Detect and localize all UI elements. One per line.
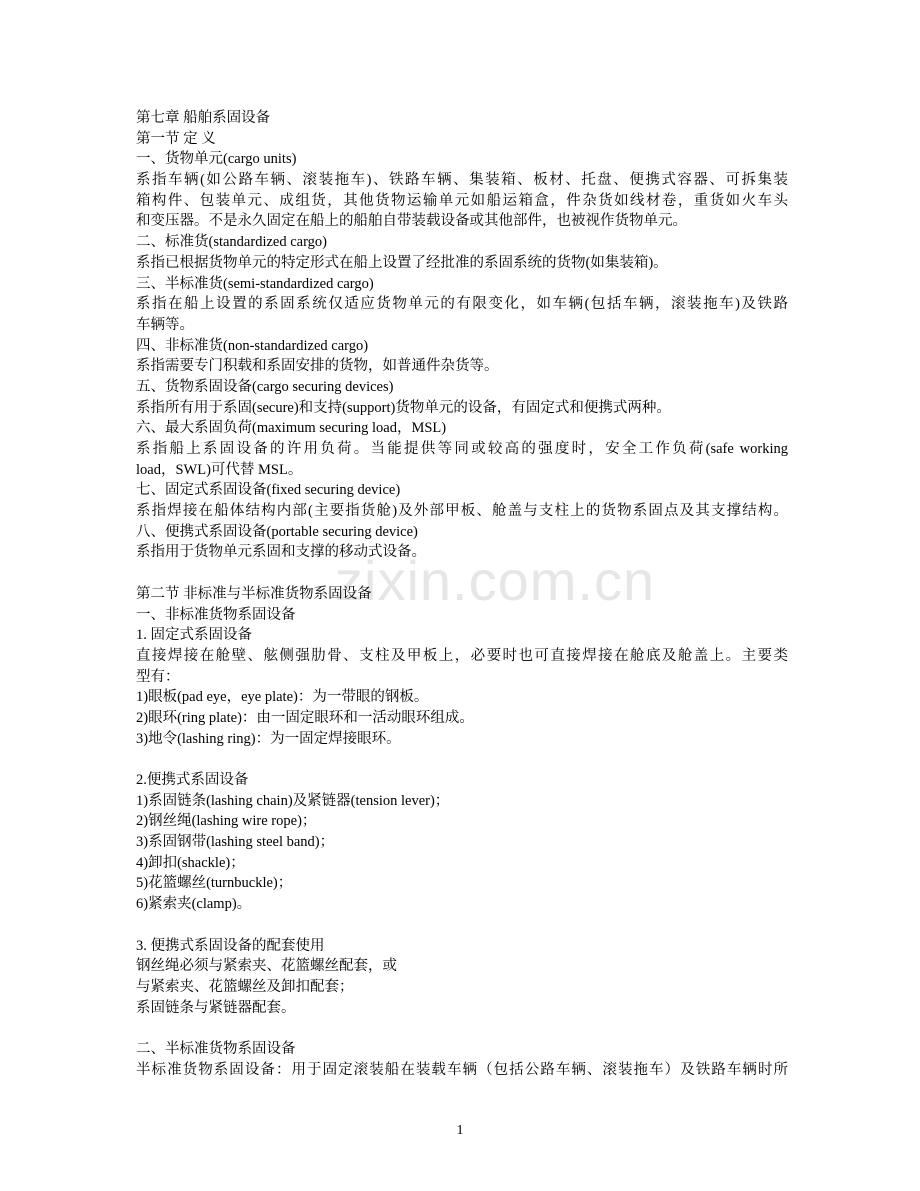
paragraph-line: 半标准货物系固设备：用于固定滚装船在装载车辆（包括公路车辆、滚装拖车）及铁路车辆时所 [136,1061,788,1078]
paragraph-line: 系指用于货物单元系固和支撑的移动式设备。 [136,544,426,561]
paragraph-line: 系指在船上设置的系固系统仅适应货物单元的有限变化，如车辆(包括车辆，滚装拖车)及铁路 [136,296,788,313]
page-number: 1 [456,1123,464,1138]
paragraph-line: 钢丝绳必须与紧索夹、花篮螺丝配套，或 [136,958,397,975]
watermark: zixin.com.cn [335,549,656,612]
definition-heading: 一、货物单元(cargo units) [136,151,297,168]
subsection-heading: 二、半标准货物系固设备 [136,1040,296,1057]
definition-heading: 二、标准货(standardized cargo) [136,234,327,251]
paragraph-line: 系固链条与紧链器配套。 [136,999,296,1016]
item-heading: 1. 固定式系固设备 [136,627,252,644]
item-heading: 2.便携式系固设备 [136,772,249,788]
list-item: 2)眼环(ring plate)：由一固定眼环和一活动眼环组成。 [136,709,474,726]
subsection-heading: 一、非标准货物系固设备 [136,606,296,623]
list-item: 2)钢丝绳(lashing wire rope)； [136,813,317,830]
blank-line [136,563,788,584]
paragraph-line: 型有： [136,668,180,685]
definition-heading: 六、最大系固负荷(maximum securing load，MSL) [136,420,447,437]
definition-heading: 五、货物系固设备(cargo securing devices) [136,378,394,395]
paragraph-line: 系指焊接在船体结构内部(主要指货舱)及外部甲板、舱盖与支柱上的货物系固点及其支撑结构。 [136,503,788,520]
definition-heading: 四、非标准货(non-standardized cargo) [136,337,369,354]
blank-line [136,749,788,770]
paragraph-line: 系指已根据货物单元的特定形式在船上设置了经批准的系固系统的货物(如集装箱)。 [136,254,668,271]
definition-heading: 八、便携式系固设备(portable securing device) [136,523,418,540]
chapter-title: 第七章 船舶系固设备 [136,110,271,126]
paragraph-line: 车辆等。 [136,316,194,333]
paragraph-line: 系指需要专门积载和系固安排的货物，如普通件杂货等。 [136,358,499,375]
blank-line [136,1018,788,1039]
paragraph-line: 系指所有用于系固(secure)和支持(support)货物单元的设备，有固定式和便携式两种。 [136,399,671,416]
list-item: 4)卸扣(shackle)； [136,854,245,871]
list-item: 1)系固链条(lashing chain)及紧链器(tension lever)； [136,792,450,809]
list-item: 6)紧索夹(clamp)。 [136,896,252,913]
item-heading: 3. 便携式系固设备的配套使用 [136,937,325,954]
list-item: 1)眼板(pad eye，eye plate)：为一带眼的钢板。 [136,689,429,706]
section-title: 第一节 定 义 [136,130,216,147]
paragraph-line: load，SWL)可代替 MSL。 [136,461,303,478]
paragraph-line: 直接焊接在舱壁、舷侧强肋骨、支柱及甲板上，必要时也可直接焊接在舱底及舱盖上。主要类 [136,647,788,664]
blank-line [136,915,788,936]
section-title: 第二节 非标准与半标准货物系固设备 [136,585,372,602]
definition-heading: 三、半标准货(semi-standardized cargo) [136,275,374,292]
paragraph-line: 系指船上系固设备的许用负荷。当能提供等同或较高的强度时，安全工作负荷(safe working [136,441,788,457]
document-body [136,108,788,1080]
list-item: 3)系固钢带(lashing steel band)； [136,834,335,851]
definition-heading: 七、固定式系固设备(fixed securing device) [136,482,401,499]
list-item: 3)地令(lashing ring)：为一固定焊接眼环。 [136,730,401,747]
paragraph-line: 箱构件、包装单元、成组货，其他货物运输单元如船运箱盒，件杂货如线材卷，重货如火车头 [136,192,788,209]
list-item: 5)花篮螺丝(turnbuckle)； [136,875,293,892]
paragraph-line: 系指车辆(如公路车辆、滚装拖车)、铁路车辆、集装箱、板材、托盘、便携式容器、可拆集装 [136,172,788,189]
paragraph-line: 和变压器。不是永久固定在船上的船舶自带装载设备或其他部件，也被视作货物单元。 [136,213,687,230]
paragraph-line: 与紧索夹、花篮螺丝及卸扣配套； [136,978,354,995]
